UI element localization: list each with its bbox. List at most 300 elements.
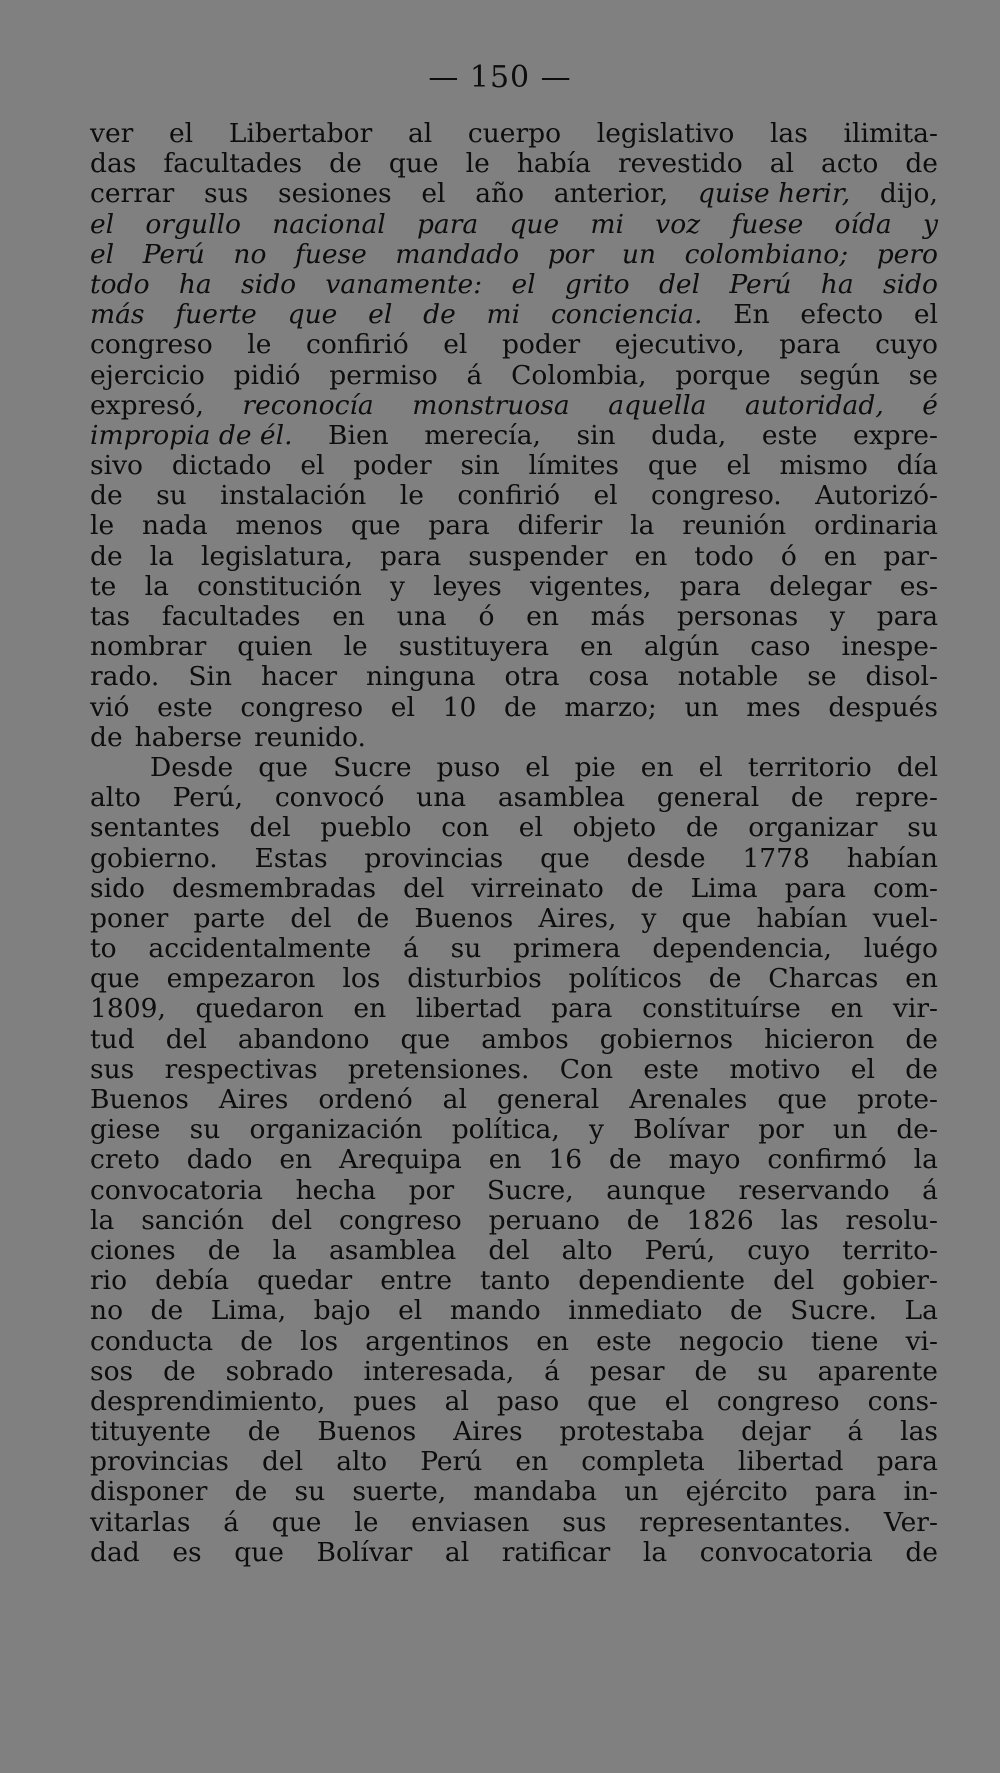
word: le	[354, 1506, 379, 1538]
word: que	[234, 1536, 284, 1568]
word: de-	[896, 1114, 938, 1146]
word: mes	[746, 691, 801, 723]
word: de	[905, 1023, 938, 1055]
word: se	[807, 661, 837, 693]
word: suerte,	[352, 1476, 447, 1508]
text-line	[90, 300, 938, 330]
word: el	[368, 299, 393, 331]
word: constitución	[197, 570, 362, 602]
word: de	[626, 1204, 660, 1236]
word: su	[294, 1476, 326, 1508]
word: legislativo	[596, 118, 735, 149]
word: del	[896, 751, 938, 783]
word: das	[90, 148, 137, 180]
text-line	[90, 1447, 938, 1477]
word: libertad	[415, 993, 522, 1025]
word: en	[905, 963, 938, 995]
word: enviasen	[411, 1506, 530, 1538]
word: desprendimiento,	[90, 1385, 326, 1417]
word: ejército	[685, 1476, 788, 1508]
body-text	[90, 119, 938, 1568]
word: que	[350, 510, 401, 542]
word: pidió	[233, 359, 301, 391]
text-line	[90, 1206, 938, 1236]
word: quedar	[257, 1265, 353, 1297]
text-line	[90, 149, 938, 179]
word: el	[511, 268, 536, 300]
text-line	[90, 1357, 938, 1387]
word: Charcas	[768, 963, 879, 995]
word: á	[223, 1506, 239, 1538]
word: gobier-	[842, 1265, 938, 1297]
word: merecía,	[424, 419, 541, 451]
word: nacional	[272, 208, 386, 240]
word: congreso.	[651, 480, 782, 512]
word: habían	[846, 842, 938, 874]
word: en	[515, 1446, 549, 1478]
word: la	[149, 540, 174, 572]
word: organización	[249, 1114, 423, 1146]
word: impropia de él.	[90, 419, 293, 451]
word: del	[773, 1265, 815, 1297]
word: Perú	[142, 238, 205, 270]
text-line	[90, 481, 938, 511]
word: de	[247, 1416, 281, 1448]
text-line	[90, 844, 938, 874]
word: giese	[90, 1114, 161, 1146]
word: tituyente	[90, 1416, 211, 1448]
word: del	[261, 1446, 304, 1478]
word: aunque	[606, 1174, 706, 1206]
word: ó	[478, 601, 495, 632]
word: rado.	[90, 661, 160, 693]
word: que	[258, 751, 308, 783]
word: Estas	[254, 842, 328, 874]
word: que	[587, 1385, 637, 1417]
word: suspender	[468, 540, 608, 572]
word: te	[90, 570, 117, 602]
word: un	[833, 1114, 868, 1146]
word: debía	[155, 1265, 230, 1297]
word: Aires,	[538, 902, 617, 934]
word: confirió	[306, 329, 409, 361]
word: las	[769, 118, 808, 149]
word: un	[624, 1476, 659, 1508]
word: hecha	[295, 1174, 377, 1206]
word: congreso	[716, 1385, 840, 1417]
word: pues	[353, 1385, 417, 1417]
word: para	[784, 872, 846, 904]
word: á	[847, 1416, 864, 1448]
word: ver	[90, 118, 134, 149]
word: protestaba	[559, 1416, 705, 1448]
word: peruano	[488, 1204, 600, 1236]
word: territo-	[842, 1234, 938, 1266]
text-line	[90, 1145, 938, 1175]
word: dado	[186, 1144, 253, 1176]
word: asamblea	[328, 1234, 457, 1266]
word: vió	[90, 691, 130, 723]
word: de	[694, 1355, 728, 1387]
word: pretensiones.	[347, 1053, 530, 1085]
word: la	[913, 1144, 938, 1176]
word: con	[441, 812, 490, 844]
word: y	[641, 902, 657, 934]
word: le	[247, 329, 272, 361]
word: el	[90, 208, 115, 240]
word: sido	[90, 872, 145, 904]
word: expresó,	[90, 389, 204, 421]
word: de	[90, 480, 123, 512]
word: de	[630, 872, 664, 904]
word: las	[780, 1204, 819, 1236]
text-line	[90, 421, 938, 451]
word: 1778	[742, 842, 810, 874]
word: Arequipa	[339, 1144, 462, 1176]
word: para	[551, 993, 613, 1025]
word: fuese	[295, 238, 367, 270]
word: la	[272, 1234, 297, 1266]
word: com-	[873, 872, 938, 904]
word: fuese	[731, 208, 804, 240]
word: de	[609, 1144, 642, 1176]
text-line	[90, 330, 938, 360]
word: facultades	[161, 601, 301, 632]
word: y	[922, 208, 938, 240]
text-line	[90, 693, 938, 723]
word: la	[90, 1204, 115, 1236]
page-number: — 150 —	[428, 60, 572, 95]
word: que	[90, 963, 140, 995]
text-line	[90, 1296, 938, 1326]
word: dependiente	[578, 1265, 746, 1297]
word: notable	[677, 661, 779, 693]
word: representantes.	[639, 1506, 852, 1538]
word: su	[757, 1355, 788, 1387]
text-line	[90, 1176, 938, 1206]
word: al	[769, 148, 794, 180]
word: tanto	[480, 1265, 551, 1297]
word: general	[496, 1084, 600, 1115]
word: objeto	[572, 812, 657, 844]
text-line	[90, 934, 938, 964]
word: grito	[564, 268, 630, 300]
word: de	[240, 1325, 273, 1357]
word: rio	[90, 1265, 128, 1297]
text-line	[90, 1477, 938, 1507]
text-line	[90, 964, 938, 994]
word: territorio	[747, 751, 872, 783]
word: de	[90, 721, 123, 753]
word: en	[634, 540, 668, 572]
word: Perú,	[172, 782, 244, 814]
word: vitarlas	[90, 1506, 191, 1538]
word: motivo	[729, 1053, 821, 1085]
text-line	[90, 542, 938, 572]
word: haberse	[134, 721, 243, 753]
word: vi-	[905, 1325, 938, 1357]
word: mandado	[395, 238, 520, 270]
word: le	[90, 510, 115, 542]
word: el	[726, 450, 751, 482]
text-line	[90, 602, 938, 632]
word: el	[443, 329, 468, 361]
word: alto	[336, 1446, 388, 1478]
word: pie	[574, 751, 616, 783]
word: al	[407, 118, 433, 149]
word: que	[271, 1506, 322, 1538]
word: el	[398, 1295, 423, 1327]
word: sobrado	[225, 1355, 334, 1387]
word: en	[536, 1325, 569, 1357]
text-line	[90, 1115, 938, 1145]
word: voz	[655, 208, 701, 240]
word: su	[907, 812, 938, 844]
word: para	[779, 329, 841, 361]
word: pueblo	[320, 812, 412, 844]
word: entre	[380, 1265, 452, 1297]
word: quien	[237, 631, 313, 663]
word: todo	[694, 540, 754, 572]
word: del	[658, 268, 701, 300]
text-line	[90, 874, 938, 904]
word: y	[830, 601, 846, 632]
word: 10	[442, 691, 477, 723]
word: es	[172, 1536, 202, 1568]
word: sin	[576, 419, 616, 451]
word: nombrar	[90, 631, 207, 663]
word: ambos	[481, 1023, 569, 1055]
word: caso	[750, 631, 811, 663]
word: en	[580, 631, 613, 663]
word: más	[590, 601, 646, 632]
word: una	[416, 782, 467, 814]
word: disponer	[90, 1476, 208, 1508]
word: que	[509, 208, 560, 240]
word: vanamente:	[325, 268, 483, 300]
word: sanción	[141, 1204, 245, 1236]
word: repre-	[855, 782, 938, 814]
word: nada	[142, 510, 208, 542]
word: este	[761, 419, 818, 451]
word: Desde	[150, 751, 234, 783]
word: este	[596, 1325, 652, 1357]
word: de	[163, 1355, 196, 1387]
word: Buenos	[317, 1416, 417, 1448]
word: sin	[460, 450, 500, 482]
word: mismo	[779, 450, 868, 482]
text-line	[90, 1417, 938, 1447]
word: empezaron	[166, 963, 316, 995]
word: é	[922, 389, 938, 421]
word: convocatoria	[699, 1536, 873, 1568]
word: en	[332, 601, 365, 632]
word: quise herir,	[697, 178, 851, 210]
word: es-	[899, 570, 938, 602]
word: Buenos	[90, 1084, 189, 1115]
word: otra	[504, 661, 560, 693]
word: tud	[90, 1023, 135, 1055]
word: colombiano;	[684, 238, 849, 270]
word: para	[679, 570, 741, 602]
word: par-	[883, 540, 938, 572]
word: libertad	[737, 1446, 844, 1478]
word: abandono	[237, 1023, 370, 1055]
word: su	[156, 480, 187, 512]
word: respectivas	[164, 1053, 318, 1085]
word: Aires	[453, 1416, 523, 1448]
word: según	[799, 359, 880, 391]
word: ejercicio	[90, 359, 205, 391]
word: que	[681, 902, 732, 934]
word: que	[400, 1023, 451, 1055]
word: ordinaria	[814, 510, 938, 542]
word: congreso	[338, 1204, 462, 1236]
word: de	[207, 1234, 241, 1266]
word: dad	[90, 1536, 140, 1568]
word: poder	[501, 329, 581, 361]
word: su	[189, 1114, 221, 1146]
word: que	[777, 1084, 828, 1115]
word: día	[896, 450, 938, 482]
word: Ver-	[883, 1506, 938, 1538]
word: bajo	[313, 1295, 371, 1327]
word: dijo,	[879, 178, 938, 210]
word: personas	[676, 601, 799, 632]
word: primera	[513, 933, 621, 965]
word: La	[904, 1295, 938, 1327]
text-line	[90, 1387, 938, 1417]
word: accidentalmente	[148, 933, 372, 965]
word: convocó	[274, 782, 385, 814]
word: sido	[241, 268, 297, 300]
word: Bien	[328, 419, 389, 451]
word: ciones	[90, 1234, 176, 1266]
word: creto	[90, 1144, 160, 1176]
word: Bolívar	[316, 1536, 413, 1568]
text-line	[90, 1055, 938, 1085]
word: en	[279, 1144, 313, 1176]
text-line	[90, 1538, 938, 1568]
word: dictado	[171, 450, 272, 482]
word: Perú,	[644, 1234, 716, 1266]
word: duda,	[651, 419, 727, 451]
text-line	[90, 270, 938, 300]
word: negocio	[678, 1325, 784, 1357]
word: en	[526, 601, 559, 632]
word: del	[290, 902, 332, 934]
word: los	[300, 1325, 339, 1357]
text-line	[90, 1025, 938, 1055]
word: Sucre	[333, 751, 412, 783]
word: hacer	[260, 661, 338, 693]
word: Lima	[690, 872, 758, 904]
text-line	[90, 1085, 938, 1115]
word: 16	[548, 1144, 583, 1176]
word: alto	[561, 1234, 613, 1266]
word: confirió	[457, 480, 561, 512]
word: Lima,	[210, 1295, 287, 1327]
word: cosa	[588, 661, 649, 693]
word: disturbios	[407, 963, 542, 995]
word: dejar	[741, 1416, 811, 1448]
word: delegar	[769, 570, 872, 602]
word: to	[90, 933, 117, 965]
word: porque	[675, 359, 771, 391]
word: por	[547, 238, 594, 270]
word: general	[656, 782, 760, 814]
word: el	[390, 691, 415, 723]
word: del	[488, 1234, 530, 1266]
word: el	[300, 450, 325, 482]
word: orgullo	[145, 208, 241, 240]
word: sustituyera	[398, 631, 550, 663]
word: el	[169, 118, 194, 149]
word: desde	[626, 842, 706, 874]
word: aparente	[817, 1355, 938, 1387]
word: para	[380, 540, 442, 572]
word: Libertabor	[228, 118, 373, 149]
word: para	[416, 208, 479, 240]
word: facultades	[163, 148, 303, 180]
word: de	[905, 148, 938, 180]
word: paso	[496, 1385, 560, 1417]
word: alto	[90, 782, 141, 814]
word: al	[444, 1385, 469, 1417]
word: ó	[780, 540, 797, 572]
word: sesiones	[277, 178, 392, 210]
word: desmembradas	[172, 872, 377, 904]
word: que	[647, 450, 698, 482]
word: poder	[353, 450, 432, 482]
word: de	[729, 1295, 763, 1327]
word: confirmó	[767, 1144, 887, 1176]
word: al	[444, 1536, 470, 1568]
text-line	[90, 753, 938, 783]
text-line	[90, 1508, 938, 1538]
word: el	[518, 812, 543, 844]
word: el	[525, 751, 550, 783]
text-line	[90, 783, 938, 813]
word: sos	[90, 1355, 134, 1387]
text-line	[90, 179, 938, 209]
word: expre-	[853, 419, 938, 451]
word: el	[90, 238, 115, 270]
word: y	[588, 1114, 604, 1146]
word: vuel-	[872, 902, 938, 934]
word: congreso	[90, 329, 213, 361]
word: á	[466, 359, 483, 391]
word: y	[390, 570, 406, 602]
word: inespe-	[841, 631, 938, 663]
word: Perú	[729, 268, 792, 300]
word: instalación	[220, 480, 367, 512]
word: le	[465, 148, 490, 180]
word: permiso	[329, 359, 438, 391]
text-line	[90, 451, 938, 481]
word: hicieron	[764, 1023, 875, 1055]
word: menos	[235, 510, 323, 542]
word: gobiernos	[599, 1023, 734, 1055]
word: del	[249, 812, 291, 844]
word: cuyo	[875, 329, 938, 361]
word: el	[421, 178, 446, 210]
word: legislatura,	[200, 540, 354, 572]
word: al	[442, 1084, 467, 1115]
word: en	[353, 993, 387, 1025]
text-line	[90, 1327, 938, 1357]
word: revestido	[618, 148, 743, 180]
